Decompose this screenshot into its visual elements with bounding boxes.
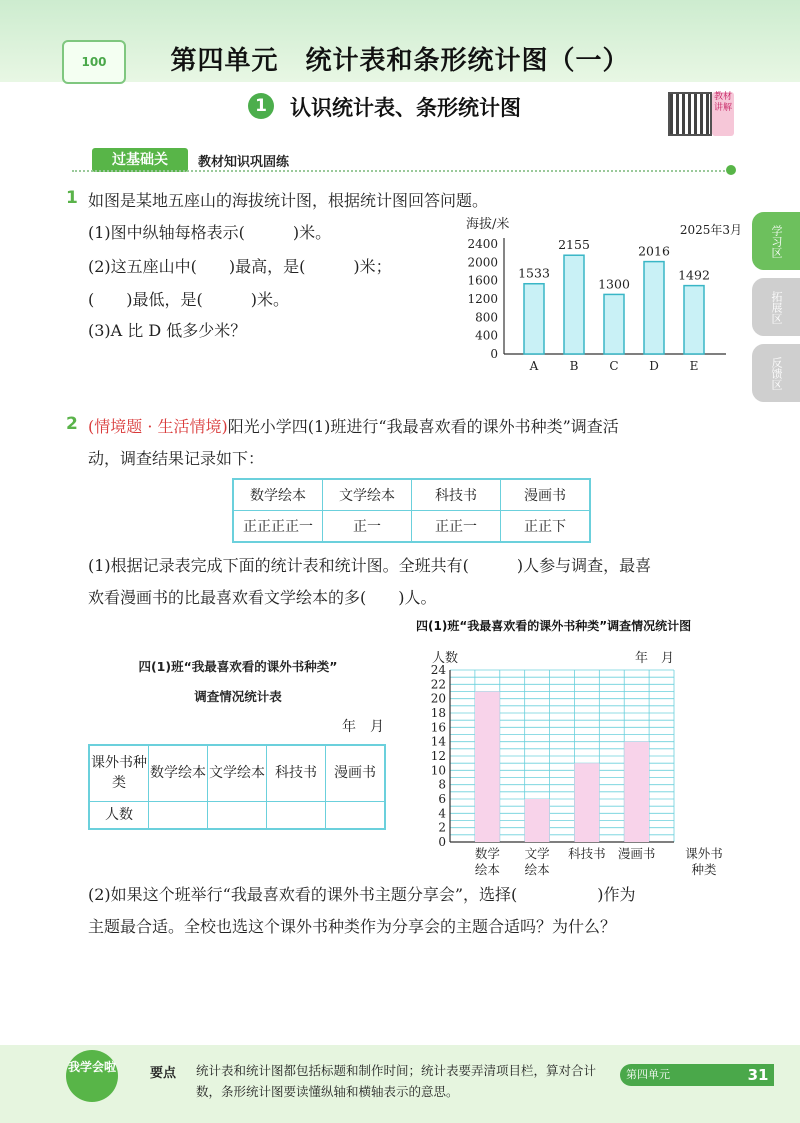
section-subtitle: 教材知识巩固练	[198, 155, 290, 170]
lesson-title: 认识统计表、条形统计图	[290, 96, 521, 120]
question-1-stem: 如图是某地五座山的海拔统计图，根据统计图回答问题。	[88, 191, 489, 210]
x-tick-label: D	[649, 359, 659, 373]
y-tick-label: 16	[430, 720, 446, 735]
tally-record-table	[232, 478, 591, 543]
bar	[475, 692, 500, 843]
x-tick-label: 科技书	[568, 846, 606, 861]
tab-extension-zone[interactable]: 拓展区	[752, 278, 800, 336]
unit-title: 第四单元 统计表和条形统计图（一）	[170, 46, 630, 76]
altitude-bar-chart	[458, 212, 750, 380]
tally-mark: 正正正正一	[233, 511, 323, 543]
section-divider	[72, 170, 732, 172]
stat-table-header: 漫画书	[326, 745, 386, 801]
question-2-part-1b: 欢看漫画书的比最喜欢看文学绘本的多( )人。	[88, 588, 437, 607]
question-2-tag: (情境题 · 生活情境)	[88, 417, 228, 436]
stat-table-header: 文学绘本	[208, 745, 267, 801]
x-axis-label: 课外书	[685, 846, 723, 861]
y-tick-label: 22	[430, 677, 446, 692]
chart-date: 2025年3月	[679, 223, 742, 237]
qr-code[interactable]	[668, 92, 712, 136]
x-tick-label: 数学	[474, 846, 500, 861]
stat-table-blank-cell[interactable]	[326, 801, 386, 829]
bar-value-label: 1492	[678, 267, 710, 283]
x-tick-label: C	[609, 359, 619, 373]
tally-header: 科技书	[412, 479, 501, 511]
stat-table-row-label: 人数	[89, 801, 149, 829]
question-1-part-3: (3)A 比 D 低多少米？	[88, 321, 247, 340]
question-2-first-line	[88, 414, 619, 437]
stat-table-title-b: 调查情况统计表	[194, 689, 282, 704]
y-tick-label: 0	[438, 835, 446, 849]
lesson-number-badge: 1	[248, 93, 274, 119]
question-1-number: 1	[66, 188, 78, 208]
question-2-number: 2	[66, 414, 78, 434]
section-badge: 过基础关	[92, 148, 188, 172]
tally-mark: 正正一	[412, 511, 501, 543]
question-2-part-2b: 主题最合适。全校也选这个课外书种类作为分享会的主题合适吗？为什么？	[88, 917, 617, 936]
bar	[574, 763, 599, 842]
stat-table-header: 科技书	[267, 745, 326, 801]
question-1-part-2: (2)这五座山中( )最高，是( )米；	[88, 257, 392, 276]
question-2-stem-b: 动，调查结果记录如下：	[88, 449, 265, 468]
y-tick-label: 2	[438, 820, 446, 835]
stat-table-date: 年 月	[342, 719, 384, 735]
stat-table	[88, 744, 386, 830]
y-tick-label: 4	[438, 806, 446, 821]
footer-key-text: 统计表和统计图都包括标题和制作时间；统计表要弄清项目栏，算对合计数，条形统计图要读懂纵轴和横轴表示的意思。	[196, 1063, 597, 1099]
tally-mark: 正一	[323, 511, 412, 543]
stat-table-blank-cell[interactable]	[267, 801, 326, 829]
y-tick-label: 1200	[467, 292, 498, 306]
y-tick-label: 14	[430, 734, 446, 749]
footer-badge: 我学会啦	[66, 1050, 118, 1102]
footer-key-label: 要点	[150, 1066, 177, 1081]
question-2-part-1a: (1)根据记录表完成下面的统计表和统计图。全班共有( )人参与调查，最喜	[88, 556, 652, 575]
y-tick-label: 18	[430, 706, 446, 720]
x-tick-label: 文学	[524, 846, 550, 861]
bar	[524, 284, 544, 354]
y-tick-label: 2400	[467, 237, 498, 251]
question-1-part-1: (1)图中纵轴每格表示( )米。	[88, 223, 332, 242]
stat-table-blank-cell[interactable]	[208, 801, 267, 829]
chart-date: 年 月	[634, 651, 674, 666]
y-axis-label: 海拔/米	[466, 217, 510, 232]
x-tick-label: 漫画书	[617, 846, 656, 861]
page-number: 31	[742, 1064, 774, 1086]
x-tick-label: 绘本	[474, 862, 500, 877]
x-tick-label: A	[529, 359, 539, 373]
y-tick-label: 800	[475, 310, 498, 325]
stat-table-blank-cell[interactable]	[149, 801, 208, 829]
tally-mark: 正正下	[501, 511, 591, 543]
bar	[525, 799, 550, 842]
bar	[684, 286, 704, 354]
y-tick-label: 6	[438, 792, 446, 806]
question-2-part-2a: (2)如果这个班举行“我最喜欢看的课外书主题分享会”，选择( )作为	[88, 885, 636, 904]
y-tick-label: 20	[430, 691, 446, 706]
bar-value-label: 1300	[598, 276, 630, 292]
x-axis-label: 种类	[691, 862, 717, 877]
divider-dot	[726, 165, 736, 175]
y-tick-label: 0	[490, 347, 498, 361]
bar	[644, 262, 664, 354]
chart-title: 四(1)班“我最喜欢看的课外书种类”调查情况统计图	[416, 619, 692, 633]
bar	[624, 742, 649, 842]
bar	[604, 294, 624, 354]
x-tick-label: 绘本	[524, 862, 550, 877]
y-tick-label: 24	[430, 663, 446, 677]
y-tick-label: 12	[430, 749, 446, 763]
bar-value-label: 2016	[638, 243, 670, 259]
y-tick-label: 2000	[467, 255, 498, 270]
stat-table-header: 数学绘本	[149, 745, 208, 801]
y-tick-label: 400	[475, 328, 498, 343]
stat-table-header: 课外书种类	[89, 745, 149, 801]
qr-tag: 教材讲解	[712, 92, 734, 136]
bar-value-label: 2155	[558, 237, 590, 253]
y-tick-label: 1600	[467, 273, 498, 288]
x-tick-label: B	[569, 359, 579, 373]
bar-value-label: 1533	[518, 265, 550, 281]
tab-study-zone[interactable]: 学习区	[752, 212, 800, 270]
tally-header: 文学绘本	[323, 479, 412, 511]
question-2-stem-a: 阳光小学四(1)班进行“我最喜欢看的课外书种类”调查活	[227, 417, 619, 436]
bar	[564, 255, 584, 354]
tally-header: 漫画书	[501, 479, 591, 511]
footer-unit-label: 第四单元	[620, 1064, 746, 1086]
y-tick-label: 8	[438, 777, 446, 792]
y-axis-label: 人数	[432, 651, 459, 666]
book-type-bar-chart	[410, 614, 744, 882]
question-1-part-2b: ( )最低，是( )米。	[88, 290, 289, 309]
x-tick-label: E	[689, 359, 699, 373]
logo: 100	[62, 40, 126, 84]
stat-table-title-a: 四(1)班“我最喜欢看的课外书种类”	[138, 659, 338, 674]
y-tick-label: 10	[430, 763, 446, 778]
tab-feedback-zone[interactable]: 反馈区	[752, 344, 800, 402]
tally-header: 数学绘本	[233, 479, 323, 511]
